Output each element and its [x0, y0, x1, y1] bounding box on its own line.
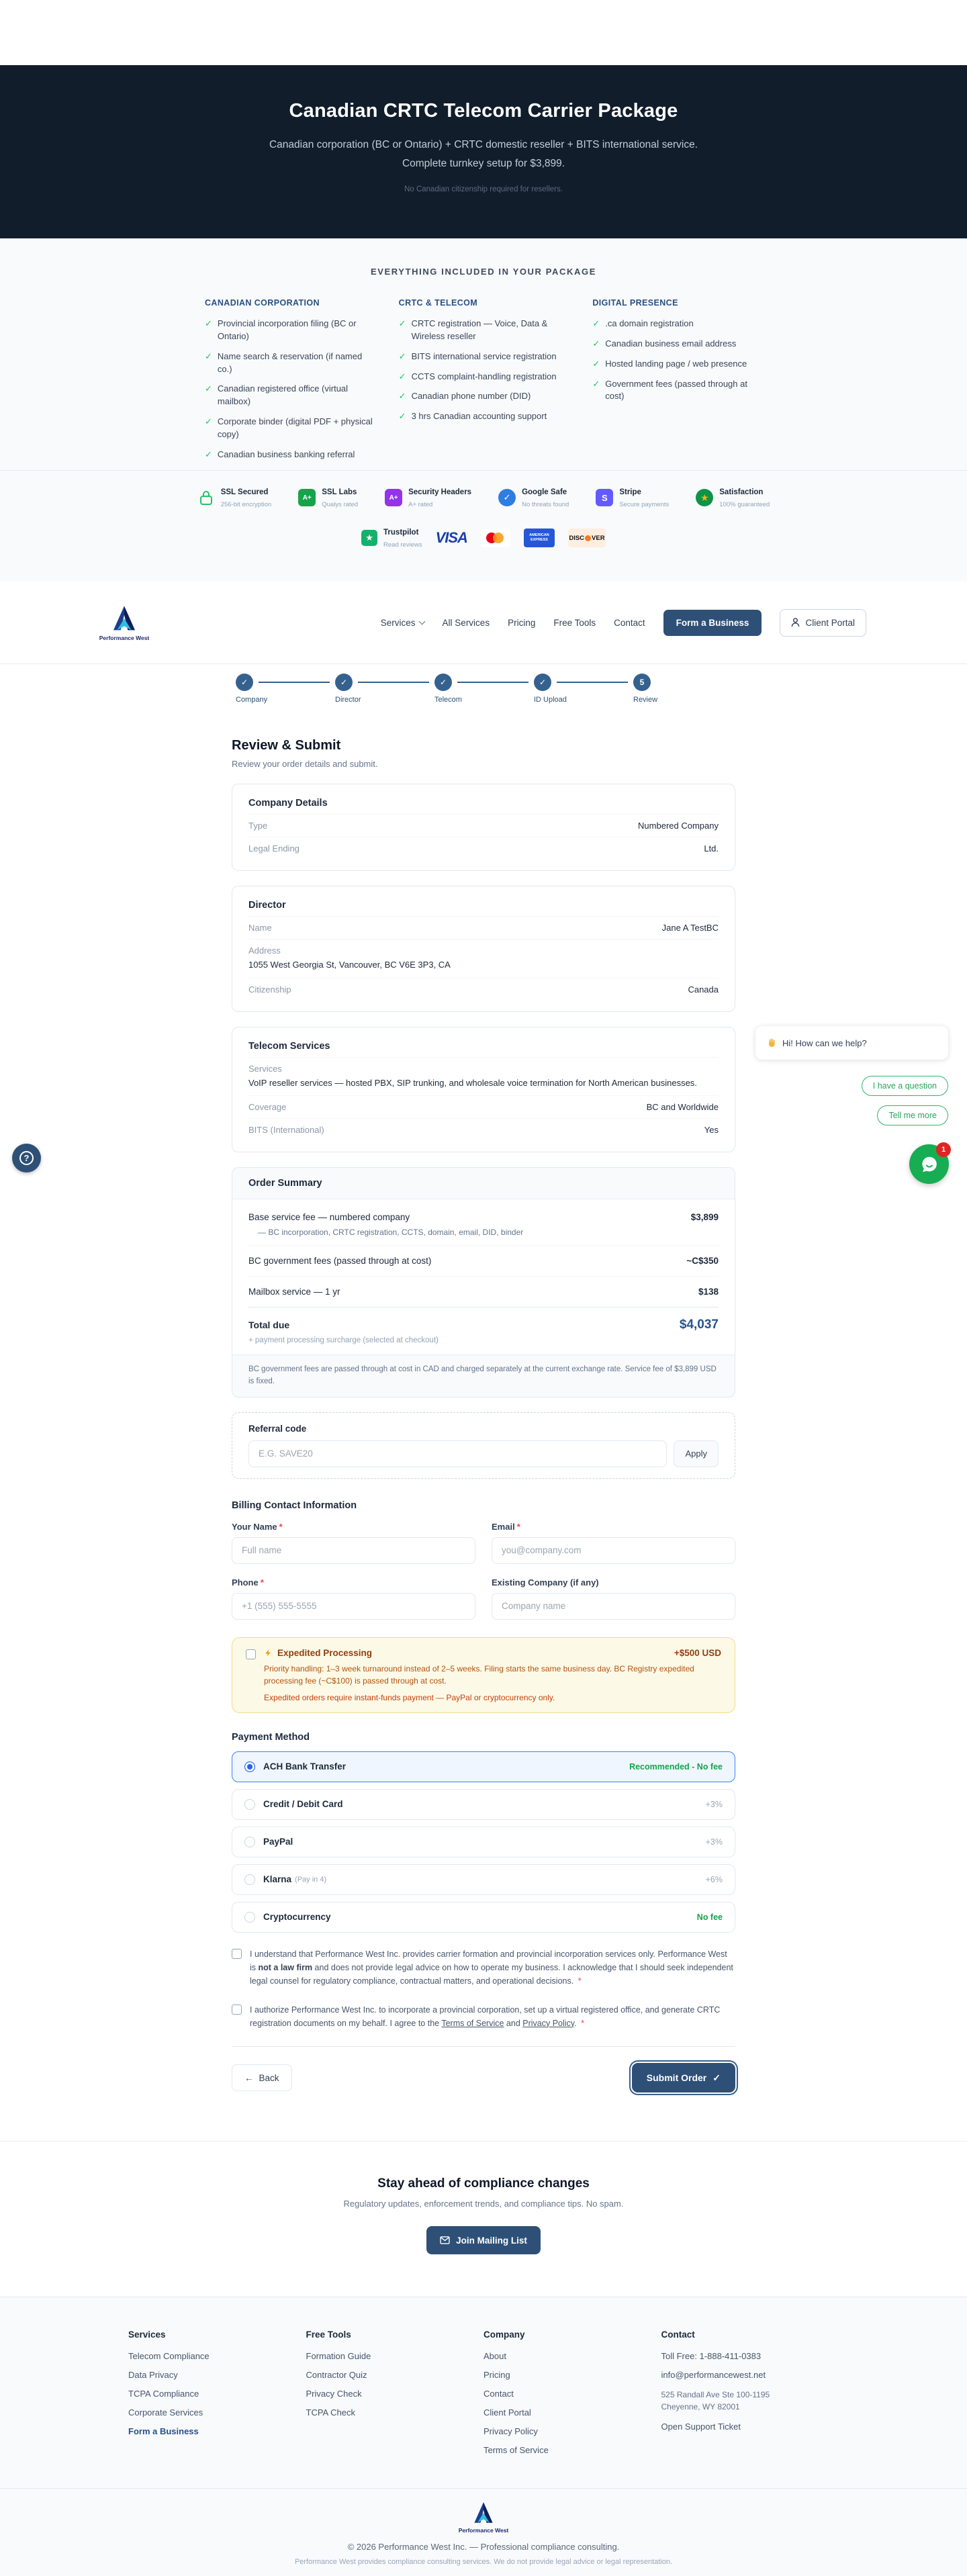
navbar: [0, 582, 967, 664]
radio-selected-icon[interactable]: [244, 1761, 255, 1772]
footer-bottom: [0, 2488, 967, 2576]
legal-text: I understand that Performance West Inc. provides carrier formation and provincial incorporation services only. Performance West is not a law firm and does not provide legal advice on how to operate my business. I acknowledge that I should seek independent legal counsel for regulatory compliance, contractual matters, and operational decisions. *: [250, 1949, 733, 1986]
detail-row: [248, 1095, 719, 1118]
badge-satisfaction: [696, 486, 770, 510]
footer-open-support-ticket[interactable]: Open Support Ticket: [661, 2422, 741, 2432]
package-section: [0, 238, 967, 470]
chat-greeting-bubble[interactable]: [755, 1026, 948, 1060]
client-portal-label: Client Portal: [805, 617, 855, 628]
chevron-down-icon: [418, 618, 425, 625]
footer-column-contact: [661, 2330, 839, 2464]
brand-name: Performance West: [99, 634, 150, 641]
check-icon: ✓: [398, 351, 406, 361]
payment-fee: +3%: [705, 1837, 723, 1847]
footer-column-title: Contact: [661, 2330, 695, 2340]
line-label: Base service fee — numbered company: [248, 1212, 410, 1222]
join-mailing-list-button[interactable]: [426, 2226, 541, 2254]
step-label: Telecom: [434, 696, 462, 704]
package-column-canadian-corporation: [205, 298, 375, 469]
chat-quick-reply-question[interactable]: I have a question: [862, 1076, 948, 1096]
help-button[interactable]: [12, 1144, 41, 1172]
column-title: DIGITAL PRESENCE: [592, 298, 678, 308]
package-item-label: Provincial incorporation filing (BC or Ontario): [217, 318, 357, 341]
step-check-icon: ✓: [534, 674, 551, 691]
footer-link-tcpa-check[interactable]: TCPA Check: [306, 2407, 355, 2418]
line-value: $3,899: [690, 1212, 719, 1222]
row-value: BC and Worldwide: [646, 1102, 719, 1112]
trust-badges-row: [0, 486, 967, 510]
footer-link-terms-of-service[interactable]: Terms of Service: [483, 2445, 549, 2455]
back-arrow-icon: ←: [244, 2072, 254, 2083]
check-icon: ✓: [205, 416, 212, 427]
field-label: Email *: [492, 1521, 520, 1532]
legal-acknowledgement-2: [232, 2003, 735, 2031]
billing-heading: Billing Contact Information: [232, 1500, 357, 1511]
your-name-input[interactable]: [232, 1537, 475, 1564]
expedited-price: +$500 USD: [674, 1647, 721, 1658]
step-check-icon: ✓: [434, 674, 452, 691]
package-item-label: Name search & reservation (if named co.): [217, 351, 363, 374]
main-content: [0, 664, 967, 2141]
amex-logo: AMERICAN EXPRESS: [524, 528, 555, 547]
expedited-title-row: [264, 1648, 721, 1658]
telecom-services-card: [232, 1027, 735, 1153]
badge-name: Satisfaction: [719, 488, 764, 496]
legal-acknowledgement-1: [232, 1947, 735, 1988]
row-label: Citizenship: [248, 984, 291, 995]
legal-checkbox-1[interactable]: [232, 1949, 242, 1959]
order-note: BC government fees are passed through at cost in CAD and charged separately at the current exchange rate. Service fee of $3,899 USD is fixed.: [232, 1354, 735, 1397]
footer-column-services: [128, 2330, 306, 2464]
step-check-icon: ✓: [236, 674, 253, 691]
package-item: [399, 371, 569, 383]
package-item-label: Corporate binder (digital PDF + physical copy): [217, 416, 373, 439]
visa-logo: VISA: [435, 529, 467, 546]
required-asterisk: *: [578, 1976, 582, 1986]
badge-name: Security Headers: [408, 488, 472, 496]
package-item: [399, 390, 569, 403]
trustpilot-name: Trustpilot: [383, 528, 419, 537]
package-item-label: Government fees (passed through at cost): [605, 378, 747, 402]
card-title: Company Details: [248, 798, 328, 809]
order-summary-title: Order Summary: [232, 1168, 735, 1199]
footer-link-pricing[interactable]: Pricing: [483, 2370, 510, 2380]
check-icon: ✓: [205, 449, 212, 459]
terms-of-service-link[interactable]: Terms of Service: [441, 2018, 504, 2028]
package-item: [399, 318, 569, 343]
back-label: Back: [259, 2072, 279, 2083]
footer-logo: [460, 2501, 507, 2534]
required-asterisk: *: [260, 1577, 264, 1588]
payment-label: Cryptocurrency: [263, 1912, 331, 1923]
package-item: [592, 338, 762, 351]
radio-icon[interactable]: [244, 1912, 255, 1923]
discover-logo: [568, 528, 606, 547]
check-icon: ✓: [205, 383, 212, 394]
page-subtitle: Review your order details and submit.: [232, 759, 378, 769]
card-title: Director: [248, 900, 286, 911]
nav-item-contact[interactable]: Contact: [614, 617, 645, 628]
expedited-body: Priority handling: 1–3 week turnaround instead of 2–5 weeks. Filing starts the same business day. BC Registry expedited processing fee (~C$100) is passed through at cost.: [264, 1663, 694, 1686]
step-telecom[interactable]: [434, 674, 462, 704]
package-item: [399, 410, 569, 423]
radio-icon[interactable]: [244, 1837, 255, 1847]
package-item-label: BITS international service registration: [411, 351, 557, 361]
detail-row: [248, 1118, 719, 1141]
footer-column-title: Company: [483, 2330, 525, 2340]
field-your-name: [232, 1522, 475, 1564]
payment-option-crypto[interactable]: [232, 1902, 735, 1933]
payment-option-paypal[interactable]: [232, 1827, 735, 1857]
step-connector: [358, 682, 429, 683]
detail-row: [248, 837, 719, 860]
page-title: Review & Submit: [232, 738, 341, 753]
shield-check-icon: ✓: [498, 489, 516, 506]
column-title: CANADIAN CORPORATION: [205, 298, 320, 308]
line-value: ~C$350: [686, 1256, 719, 1266]
package-item-label: 3 hrs Canadian accounting support: [411, 411, 547, 422]
payment-label: ACH Bank Transfer: [263, 1761, 347, 1772]
check-icon: ✓: [592, 378, 600, 389]
package-item-label: Canadian registered office (virtual mailbox): [217, 383, 349, 407]
total-label: Total due: [248, 1320, 290, 1330]
payment-label: Klarna: [263, 1874, 292, 1885]
footer-column-company: [483, 2330, 661, 2464]
package-item: [592, 358, 762, 371]
package-item-label: Hosted landing page / web presence: [605, 358, 747, 369]
package-item-label: .ca domain registration: [605, 318, 694, 328]
package-item: [592, 318, 762, 330]
footer-phone[interactable]: Toll Free: 1-888-411-0383: [661, 2351, 762, 2361]
badge-name: Google Safe: [522, 488, 567, 496]
footer-link-about[interactable]: About: [483, 2351, 506, 2361]
check-icon: ✓: [592, 318, 600, 328]
order-summary-card: [232, 1167, 735, 1397]
form-a-business-button[interactable]: Form a Business: [663, 610, 762, 636]
email-input[interactable]: [492, 1537, 735, 1564]
field-existing-company: [492, 1577, 735, 1620]
nav-links: [381, 609, 866, 637]
footer-link-contractor-quiz[interactable]: Contractor Quiz: [306, 2370, 367, 2380]
star-icon: ★: [696, 489, 713, 506]
order-total-row: [248, 1307, 719, 1332]
line-label: BC government fees (passed through at cost): [248, 1256, 432, 1266]
package-item-label: CRTC registration — Voice, Data & Wireless reseller: [411, 318, 548, 341]
payment-fee: +3%: [705, 1799, 723, 1809]
mastercard-logo: [481, 528, 510, 547]
badge-sub: No threats found: [522, 501, 569, 508]
stripe-icon: S: [596, 489, 613, 506]
payment-option-card[interactable]: [232, 1789, 735, 1820]
footer-column-free-tools: [306, 2330, 484, 2464]
lock-icon: [197, 489, 215, 506]
client-portal-button[interactable]: [780, 609, 866, 637]
payment-fee: +6%: [705, 1874, 723, 1884]
package-item: [592, 378, 762, 404]
hero-note: No Canadian citizenship required for resellers.: [404, 185, 563, 193]
package-heading: EVERYTHING INCLUDED IN YOUR PACKAGE: [370, 267, 596, 277]
step-label: Company: [236, 696, 268, 704]
badge-google-safe: [498, 486, 569, 510]
trust-section: [0, 470, 967, 582]
privacy-policy-link[interactable]: Privacy Policy: [522, 2018, 575, 2028]
badge-sub: 256-bit encryption: [220, 501, 272, 508]
discover-dot-icon: [585, 535, 591, 541]
check-icon: ✓: [592, 338, 600, 349]
package-column-digital-presence: [592, 298, 762, 469]
order-line-sub: — BC incorporation, CRTC registration, CCTS, domain, email, DID, binder: [258, 1228, 524, 1237]
footer-link-telecom-compliance[interactable]: Telecom Compliance: [128, 2351, 210, 2361]
column-title: CRTC & TELECOM: [398, 298, 478, 308]
field-label: Phone *: [232, 1577, 264, 1588]
payment-logos-row: [0, 526, 967, 550]
question-mark-icon: ?: [19, 1151, 34, 1165]
discover-text: VER: [592, 534, 605, 542]
brand-logo[interactable]: [101, 604, 148, 641]
footer-link-corporate-services[interactable]: Corporate Services: [128, 2407, 203, 2418]
order-line-item: [248, 1245, 719, 1276]
newsletter-subtitle: Regulatory updates, enforcement trends, and compliance tips. No spam.: [343, 2199, 624, 2209]
required-asterisk: *: [516, 1521, 520, 1532]
row-value: Yes: [704, 1125, 719, 1135]
payment-option-ach[interactable]: [232, 1751, 735, 1782]
a-plus-icon: A+: [385, 489, 402, 506]
footer-link-form-a-business[interactable]: Form a Business: [128, 2426, 199, 2436]
badge-name: SSL Secured: [220, 488, 269, 496]
footer-column-title: Free Tools: [306, 2330, 351, 2340]
trustpilot-star-icon: ★: [361, 530, 377, 546]
stepper: [236, 674, 658, 712]
check-icon: ✓: [398, 391, 406, 402]
badge-stripe: [596, 486, 669, 510]
submit-order-button[interactable]: [632, 2063, 735, 2092]
hero-subtitle: Canadian corporation (BC or Ontario) + CRTC domestic reseller + BITS international service. Complete turnkey setup for $3,899.: [269, 139, 698, 169]
step-connector: [457, 682, 528, 683]
step-label: Review: [633, 696, 658, 704]
join-mailing-list-label: Join Mailing List: [456, 2235, 527, 2246]
chat-quick-reply-more[interactable]: Tell me more: [877, 1105, 948, 1125]
disclaimer: Performance West provides compliance consulting services. We do not provide legal advice or legal representation.: [294, 2558, 673, 2566]
payment-option-klarna[interactable]: [232, 1864, 735, 1895]
package-column-crtc-telecom: [399, 298, 569, 469]
footer-link-contact[interactable]: Contact: [483, 2389, 514, 2399]
nav-item-pricing[interactable]: Pricing: [508, 617, 536, 628]
package-item-label: CCTS complaint-handling registration: [411, 371, 557, 381]
footer: [0, 2297, 967, 2488]
logo-mark-icon: [472, 2501, 495, 2525]
chat-unread-badge: 1: [936, 1142, 951, 1157]
payment-label: Credit / Debit Card: [263, 1799, 343, 1810]
step-number: 5: [633, 674, 651, 691]
chat-greeting-text: Hi! How can we help?: [782, 1038, 867, 1048]
required-asterisk: *: [279, 1521, 283, 1532]
waving-hand-icon: [766, 1038, 777, 1048]
a-plus-icon: A+: [298, 489, 316, 506]
step-connector: [557, 682, 628, 683]
discover-text: DISC: [569, 534, 585, 542]
badge-sub: Secure payments: [619, 501, 670, 508]
package-item: [205, 383, 375, 408]
lightning-bolt-icon: [264, 1648, 273, 1658]
back-button[interactable]: [232, 2064, 292, 2091]
row-value: Numbered Company: [638, 821, 719, 831]
footer-address: 525 Randall Ave Ste 100-1195 Cheyenne, WY 82001: [661, 2390, 770, 2411]
card-title: Telecom Services: [248, 1040, 330, 1052]
badge-ssl-labs: [298, 486, 358, 510]
row-value: Jane A TestBC: [661, 923, 719, 933]
package-item: [205, 449, 375, 461]
brand-name: Performance West: [458, 2527, 509, 2534]
step-company[interactable]: [236, 674, 268, 704]
package-item-label: Canadian business email address: [605, 338, 737, 349]
copyright: © 2026 Performance West Inc. — Professional compliance consulting.: [347, 2542, 620, 2552]
payment-fee: Recommended - No fee: [629, 1761, 723, 1772]
footer-column-title: Services: [128, 2330, 166, 2340]
director-card: [232, 886, 735, 1012]
expedited-checkbox[interactable]: [246, 1649, 256, 1659]
payment-fee: No fee: [696, 1912, 723, 1922]
check-icon: ✓: [205, 318, 212, 328]
check-icon: ✓: [712, 2072, 721, 2083]
row-value: Ltd.: [704, 843, 719, 854]
badge-sub: A+ rated: [408, 501, 433, 508]
step-check-icon: ✓: [335, 674, 353, 691]
expedited-body-2: Expedited orders require instant-funds payment — PayPal or cryptocurrency only.: [264, 1692, 555, 1702]
trustpilot-badge[interactable]: [361, 526, 422, 550]
package-item: [205, 351, 375, 376]
newsletter-title: Stay ahead of compliance changes: [377, 2176, 590, 2191]
package-item: [205, 318, 375, 343]
row-value: 1055 West Georgia St, Vancouver, BC V6E 3P3, CA: [248, 960, 451, 970]
person-icon: [791, 618, 800, 627]
row-label: Type: [248, 821, 268, 831]
package-item: [399, 351, 569, 363]
required-asterisk: *: [581, 2018, 584, 2028]
footer-link-privacy-check[interactable]: Privacy Check: [306, 2389, 362, 2399]
footer-email[interactable]: info@performancewest.net: [661, 2370, 766, 2380]
hero-section: [0, 65, 967, 238]
envelope-icon: [440, 2236, 450, 2244]
footer-link-data-privacy[interactable]: Data Privacy: [128, 2370, 178, 2380]
company-details-card: [232, 784, 735, 871]
detail-row: [248, 916, 719, 939]
referral-code-input[interactable]: [248, 1440, 667, 1467]
apply-button[interactable]: Apply: [674, 1440, 719, 1467]
row-label: Address: [248, 939, 719, 957]
radio-icon[interactable]: [244, 1799, 255, 1810]
step-review[interactable]: [633, 674, 658, 704]
package-columns: [205, 298, 762, 469]
form-actions: [232, 2046, 735, 2092]
badge-name: SSL Labs: [322, 488, 357, 496]
order-line-item: [248, 1276, 719, 1307]
badge-ssl-secured: [197, 486, 272, 510]
trustpilot-sub: Read reviews: [383, 541, 422, 549]
logo-mark-icon: [111, 604, 138, 633]
total-value: $4,037: [679, 1318, 719, 1332]
line-label: Mailbox service — 1 yr: [248, 1287, 340, 1297]
payment-label: PayPal: [263, 1837, 293, 1847]
footer-link-formation-guide[interactable]: Formation Guide: [306, 2351, 371, 2361]
step-id-upload[interactable]: [534, 674, 567, 704]
chat-bubble-icon: [919, 1154, 939, 1175]
newsletter-section: [0, 2141, 967, 2297]
nav-item-free-tools[interactable]: Free Tools: [553, 617, 596, 628]
badge-sub: Qualys rated: [322, 501, 359, 508]
check-icon: ✓: [398, 318, 406, 328]
field-label: Your Name *: [232, 1521, 283, 1532]
row-label: Services: [248, 1057, 719, 1075]
phone-input[interactable]: [232, 1593, 475, 1620]
badge-sub: 100% guaranteed: [719, 501, 770, 508]
expedited-processing-box: [232, 1637, 735, 1713]
expedited-title: Expedited Processing: [277, 1647, 373, 1658]
package-item-label: Canadian business banking referral: [217, 449, 355, 459]
badge-security-headers: [385, 486, 471, 510]
step-label: ID Upload: [534, 696, 567, 704]
hero-title: Canadian CRTC Telecom Carrier Package: [289, 100, 678, 122]
step-connector: [259, 682, 330, 683]
badge-name: Stripe: [619, 488, 641, 496]
check-icon: ✓: [398, 371, 406, 381]
payment-sublabel: (Pay in 4): [295, 1875, 327, 1884]
row-label: Name: [248, 923, 272, 933]
footer-link-client-portal[interactable]: Client Portal: [483, 2407, 531, 2418]
legal-checkbox-2[interactable]: [232, 2005, 242, 2015]
row-value: Canada: [688, 984, 719, 995]
field-phone: [232, 1577, 475, 1620]
package-item: [205, 416, 375, 441]
submit-label: Submit Order: [646, 2072, 707, 2084]
step-director[interactable]: [335, 674, 361, 704]
row-value: VoIP reseller services — hosted PBX, SIP trunking, and wholesale voice termination for North American businesses.: [248, 1077, 697, 1088]
detail-row: [248, 814, 719, 837]
referral-label: Referral code: [248, 1423, 307, 1434]
row-label: Coverage: [248, 1102, 287, 1112]
field-email: [492, 1522, 735, 1564]
check-icon: ✓: [205, 351, 212, 361]
payment-method-heading: Payment Method: [232, 1731, 310, 1743]
radio-icon[interactable]: [244, 1874, 255, 1885]
nav-item-services[interactable]: [381, 618, 424, 628]
line-value: $138: [698, 1287, 719, 1297]
legal-text: I authorize Performance West Inc. to incorporate a provincial corporation, set up a virtual registered office, and generate CRTC registration documents on my behalf. I agree to the Terms of Service and Privacy Policy. *: [250, 2005, 721, 2028]
footer-link-privacy-policy[interactable]: Privacy Policy: [483, 2426, 538, 2436]
step-label: Director: [335, 696, 361, 704]
nav-item-label: Services: [380, 617, 416, 628]
footer-link-tcpa-compliance[interactable]: TCPA Compliance: [128, 2389, 199, 2399]
row-label: Legal Ending: [248, 843, 300, 854]
package-item-label: Canadian phone number (DID): [411, 391, 531, 402]
check-icon: ✓: [398, 411, 406, 422]
order-total-sub: + payment processing surcharge (selected at checkout): [248, 1336, 439, 1344]
existing-company-input[interactable]: [492, 1593, 735, 1620]
row-label: BITS (International): [248, 1125, 324, 1135]
chat-launcher-button[interactable]: [909, 1144, 949, 1184]
nav-item-all-services[interactable]: All Services: [442, 617, 490, 628]
referral-card: [232, 1412, 735, 1479]
check-icon: ✓: [592, 358, 600, 369]
detail-row: [248, 978, 719, 1001]
field-label: Existing Company (if any): [492, 1577, 599, 1588]
